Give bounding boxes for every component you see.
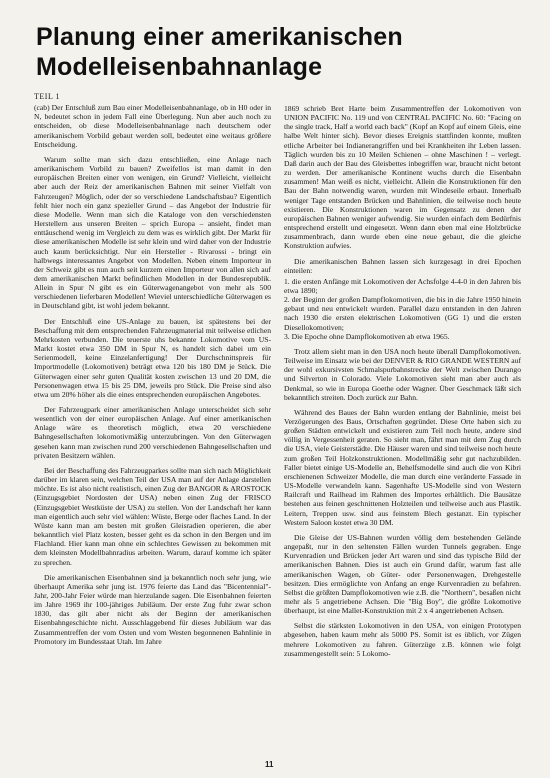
- paragraph: Die amerikanischen Bahnen lassen sich kurzgesagt in drei Epochen einteilen:: [284, 256, 521, 275]
- paragraph: Die Gleise der US-Bahnen wurden völlig dem bestehenden Gelände angepaßt, nur in den seltensten Fällen wurden Tunnels gegraben. Enge Kurvenradien und Brücken jeder Art waren und sind das typische Bild der amerikanischen Bahnen. Dies ist auch ein Grund dafür, warum fast alle amerikanischen Wagen, ob Güter- oder Personenwagen, Drehgestelle besitzen. Dies ermöglichte von Anfang an enge Kurvenradien zu befahren. Selbst die größten Dampflokomotiven wie z.B. die "Northern", besaßen nicht mehr als 5 angetriebene Achsen. Die "Big Boy", die größte Lokomotive überhaupt, ist eine Mallet-Konstruktion mit 2 x 4 angetriebenen Achsen.: [284, 532, 521, 616]
- paragraph: Während des Baues der Bahn wurden entlang der Bahnlinie, meist bei Verzögerungen des Baus, Ortschaften gegründet. Diese Orte haben sich zu großen Städten entwickelt und existieren zum Teil noch heute, andere sind völlig in Vergessenheit geraten. So sieht man, fährt man mit dem Zug durch die USA, viele Geisterstädte. Die Häuser waren und sind teilweise noch heute zum großen Teil Holzkonstruktionen. Modellmäßig sehr gut nachzubilden. Faller bietet einige US-Modelle an, Behelfsmodelle sind auch die von Kibri erschienenen Schweizer Modelle, die man durch eine veränderte Fassade in US-Modelle verwandeln kann. Sagenhafte US-Modelle sind von Western Railcraft und Railhead im Rahmen des Importes erhältlich. Die Bausätze bestehen aus feinen geschnittenen Holzteilen und teilweise auch aus Plastik. Leitern, Treppen usw. sind aus feinstem Blech gestanzt. Ein typischer Western Saloon kostet etwa 30 DM.: [284, 407, 521, 527]
- list-item: 2. der Beginn der großen Dampflokomotiven, die bis in die Jahre 1950 hinein gebaut und neu entwickelt wurden. Parallel dazu entstanden in den Jahren nach 1930 die ersten elektrischen Lokomotiven (GG 1) und die ersten Diesellokomotiven;: [284, 295, 521, 332]
- paragraph: Trotz allem sieht man in den USA noch heute überall Dampflokomotiven. Teilweise im Einsatz wie bei der DENVER & RIO GRANDE WESTERN auf der wohl exkursivsten Schmalspurbahnstrecke der Welt zwischen Durango und Silverton in Colorado. Viele Lokomotiven sieht man aber auch als Denkmal, so wie in Europa Goethe oder Wagner. Über Geschmack läßt sich bekanntlich streiten. Doch zurück zur Bahn.: [284, 346, 521, 402]
- list-item: 1. die ersten Anfänge mit Lokomotiven der Achsfolge 4-4-0 in den Jahren bis etwa 1890;: [284, 276, 521, 295]
- paragraph: 1869 schrieb Bret Harte beim Zusammentreffen der Lokomotiven von UNION PACIFIC No. 119 und von CENTRAL PACIFIC No. 60: "Facing on the single track, Half a world each back" (Kopf an Kopf auf einem Gleis, eine halbe Welt hinter sich). Bevor dieses Ereignis stattfinden konnte, mußten etliche Arbeiter bei Indianerangriffen und bei Krankheiten ihr Leben lassen. Täglich wurden bis zu 10 Meilen Schienen – ohne Maschinen ! – verlegt. Daß darin auch der Bau des Gleisbettes inbegriffen war, braucht nicht betont zu werden. Der amerikanische Kontinent wuchs durch die Eisenbahn zusammen! Man weiß es nicht, vielleicht. Allein die Konstruktionen für den Bau der Bahn notwendig waren, wurden mit Windeseile erbaut. Innerhalb weniger Tage entstanden Brücken und Bahnlinien, die teilweise noch heute existieren. Die Konstruktionen waren im Gegensatz zu denen der europäischen Bahnen weniger aufwendig. Sie wurden einfach dem Bedürfnis entsprechend erstellt und eingesetzt. Wenn dann eben mal eine Holzbrücke zusammenbrach, dann wurde eben eine neue gebaut, die die gleiche Konstruktion aufwies.: [284, 104, 521, 251]
- part-label: TEIL 1: [34, 92, 61, 101]
- paragraph: Warum sollte man sich dazu entschließen, eine Anlage nach amerikanischem Vorbild zu bauen? Zweifellos ist man damit in den europäischen Breiten einer von wenigen, ein Grund? Vielleicht, vielleicht aber auch der Reiz der amerikanischen Bahnen mit seiner Vielfalt von Fahrzeugen? Möglich, oder der so verschiedene Landschaftsbau? Eigentlich fehlt hier noch ein ganz spezieller Grund – das Angebot der Industrie für diese Modelle. Wenn man sich die Kataloge von den verschiedensten Herstellern aus unseren Breiten – sprich Europa – ansieht, findet man enttäuschend wenig im Vergleich zu dem was es wirklich gibt. Der Markt für diese amerikanischen Modelle ist sehr klein und wird daher von der Industrie auch kaum berücksichtigt. Nur ein Hersteller - Rivarossi - bringt ein halbwegs interessantes Angebot von Modellen. Neben einem Importeur in der Schweiz gibt es nun auch seit kurzem einen Importeur von allen sich auf dem amerikanischen Markt befindlichen Modellen in der Bundesrepublik. Allein in Spur N gibt es ein Güterwagenangebot von mehr als 500 verschiedenen lieferbaren Modellen! Wieviel unterschiedliche Güterwagen es in Deutschland gibt, ist wohl jedem bekannt.: [34, 154, 271, 311]
- left-text-column: [34, 92, 271, 757]
- page-number: 11: [265, 760, 274, 769]
- paragraph: Der Entschluß eine US-Anlage zu bauen, ist spätestens bei der Beschaffung mit dem entsprechenden Fahrzeugmaterial mit teilweise etlichen Mehrkosten verbunden. Die teuerste uhs bekannte Lokomotive vom US-Markt kostet etwa 350 DM in Spur N, es handelt sich dabei um ein Serienmodell, keine Einzelanfertigung! Der Durchschnittspreis für Importmodelle (Lokomotiven) beträgt etwa 120 bis 180 DM je Stück. Die Güterwagen einer sehr guten Qualität kosten zwischen 13 und 20 DM, die Personenwagen etwa 15 bis 25 DM, jeweils pro Stück. Die Preise sind also etwa um 20% höher als die eines entsprechenden europäischen Angebotes.: [34, 316, 271, 399]
- article-title-line-1: Planung einer amerikanischen: [36, 23, 403, 51]
- paragraph: Die amerikanischen Eisenbahnen sind ja bekanntlich noch sehr jung, wie überhaupt Amerika sehr jung ist. 1976 feierte das Land das "Bicentennial"-Jahr, 200-Jahr Feier würde man hierzulande sagen. Die Eisenbahnen feierten im Jahre 1969 ihr 100-jähriges Jubiläum. Der erste Zug fuhr zwar schon 1830, das gilt aber nicht als der Beginn der amerikanischen Eisenbahngeschichte nicht. Ausschlaggebend für dieses Jubiläum war das Zusammentreffen der vom Osten und vom Westen begonnenen Bahnlinie in Promotory im Bundesstaat Utah. Im Jahre: [34, 572, 271, 646]
- paragraph: Selbst die stärksten Lokomotiven in den USA, von einigen Prototypen abgesehen, haben kaum mehr als 5000 PS. Somit ist es üblich, vor Zügen mehrere Lokomotiven zu fahren. Güterzüge z.B. können wie folgt zusammengestellt sein: 5 Lokomo-: [284, 621, 521, 658]
- paragraph: Bei der Beschaffung des Fahrzeugparkes sollte man sich nach Möglichkeit darüber im klaren sein, welchen Teil der USA man auf der Anlage darstellen möchte. Es ist also nicht realistisch, einen Zug der BANGOR & AROSTOCK (Einzugsgebiet Nordosten der USA) neben einen Zug der FRISCO (Einzugsgebiet Westküste der USA) zu stellen. Von der Landschaft her kann man eigentlich auch sehr viel wählen: Wüste, Berge oder flaches Land. In der Wüste kann man am besten mit großen Gleisradien operieren, die aber bekanntlich viel Platz kosten, besser geht es da schon in den Bergen und im Flachland. Hier kann man ohne ein schlechtes Gewissen zu bekommen mit dem kleinsten Modellbahnradius arbeiten. Warum, darauf komme ich später zu sprechen.: [34, 465, 271, 567]
- paragraph: Der Fahrzeugpark einer amerikanischen Anlage unterscheidet sich sehr wesentlich von der einer europäischen Anlage. Auf einer amerikanischen Anlage wäre es theoretisch möglich, etwa 20 verschiedene Bahngesellschaften lokomotivmäßig unterzubringen. Von den Güterwagen gesehen kann man zwischen rund 200 verschiedenen Bahngesellschaften und privaten Besitzern wählen.: [34, 405, 271, 460]
- paragraph: (cab) Der Entschluß zum Bau einer Modelleisenbahnanlage, ob in H0 oder in N, bedeutet schon in jedem Fall eine Überlegung. Nun aber auch noch zu entscheiden, ob diese Modelleisenbahnanlage nach deutschem oder amerikanischem Vorbild gebaut werden soll, bedeutet eine weitaus größere Entscheidung.: [34, 103, 271, 149]
- article-title: [36, 22, 516, 82]
- list-item: 3. Die Epoche ohne Dampflokomotiven ab etwa 1965.: [284, 331, 450, 341]
- right-text-column: [284, 104, 521, 758]
- article-title-line-2: Modelleisenbahnanlage: [36, 53, 323, 81]
